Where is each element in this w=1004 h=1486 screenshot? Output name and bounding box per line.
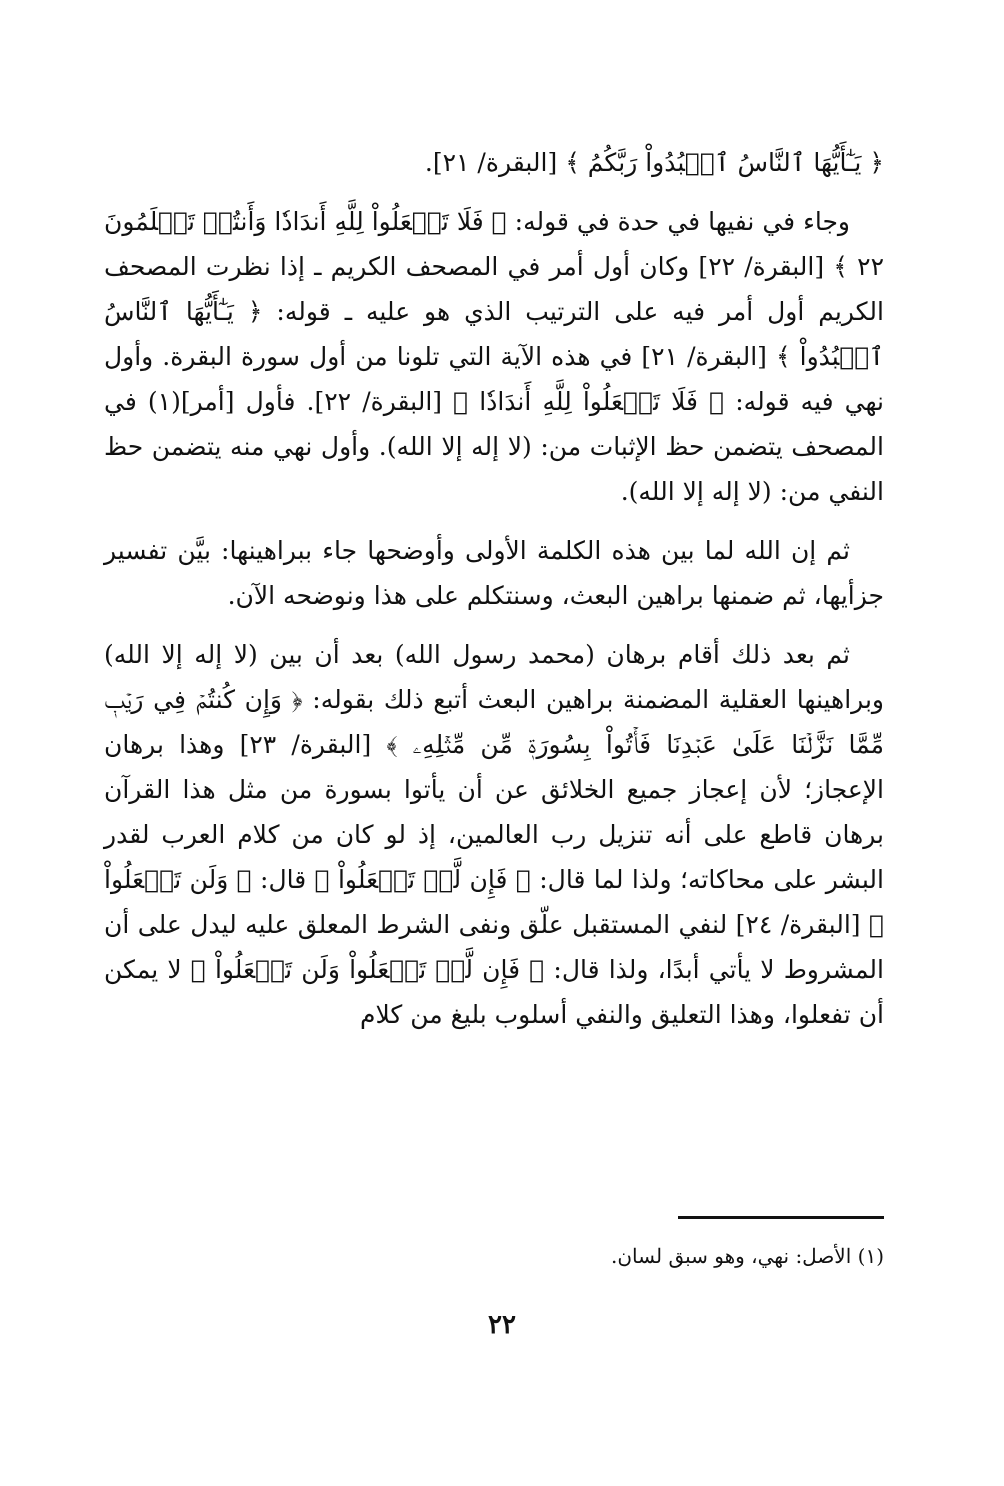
page-number: ٢٢ [488, 1310, 516, 1340]
footnote-divider [678, 1216, 884, 1219]
paragraph-miracle-proof: ثم بعد ذلك أقام برهان (محمد رسول الله) بعد أن بين (لا إله إلا الله) وبراهينها العقلية المضمنة براهين البعث أتبع ذلك بقوله: ﴿ وَإِن كُنتُمۡ فِي رَيۡبٖ مِّمَّا نَزَّلۡنَا عَلَىٰ عَبۡدِنَا فَأۡتُواْ بِسُورَةٖ مِّن مِّثۡلِهِۦ ﴾ [البقرة/ ٢٣] وهذا برهان الإعجاز؛ لأن إعجاز جميع الخلائق عن أن يأتوا بسورة من مثل هذا القرآن برهان قاطع على أنه تنزيل رب العالمين، إذ لو كان من كلام العرب لقدر البشر على محاكاته؛ ولذا لما قال: ﴿ فَإِن لَّمۡ تَفۡعَلُواْ ﴾ قال: ﴿ وَلَن تَفۡعَلُواْ ﴾ [البقرة/ ٢٤] لنفي المستقبل علّق ونفى الشرط المعلق عليه ليدل على أن المشروط لا يأتي أبدًا، ولذا قال: ﴿ فَإِن لَّمۡ تَفۡعَلُواْ وَلَن تَفۡعَلُواْ ﴾ لا يمكن أن تفعلوا، وهذا التعليق والنفي أسلوب بليغ من كلام [104, 640, 884, 1029]
paragraph-proofs-explained: ثم إن الله لما بين هذه الكلمة الأولى وأوضحها جاء ببراهينها: بيَّن تفسير جزأيها، ثم ضمنها براهين البعث، وسنتكلم على هذا ونوضحه الآن. [104, 536, 884, 610]
body-text [104, 140, 884, 1037]
paragraph-verse-line: ﴿ يَـٰٓأَيُّهَا ٱلنَّاسُ ٱعۡبُدُواْ رَبَّكُمُ ﴾ [البقرة/ ٢١]. [424, 148, 884, 177]
footnote: (١) الأصل: نهي، وهو سبق لسان. [611, 1244, 884, 1268]
paragraph-negation-and-first-command: وجاء في نفيها في حدة في قوله: ﴿ فَلَا تَجۡعَلُواْ لِلَّهِ أَندَادٗا وَأَنتُمۡ تَعۡلَمُونَ ٢٢ ﴾ [البقرة/ ٢٢] وكان أول أمر في المصحف الكريم ـ إذا نظرت المصحف الكريم أول أمر فيه على الترتيب الذي هو عليه ـ قوله: ﴿ يَـٰٓأَيُّهَا ٱلنَّاسُ ٱعۡبُدُواْ ﴾ [البقرة/ ٢١] في هذه الآية التي تلونا من أول سورة البقرة. وأول نهي فيه قوله: ﴿ فَلَا تَجۡعَلُواْ لِلَّهِ أَندَادٗا ﴾ [البقرة/ ٢٢]. فأول [أمر](١) في المصحف يتضمن حظ الإثبات من: (لا إله إلا الله). وأول نهي منه يتضمن حظ النفي من: (لا إله إلا الله). [104, 207, 885, 506]
